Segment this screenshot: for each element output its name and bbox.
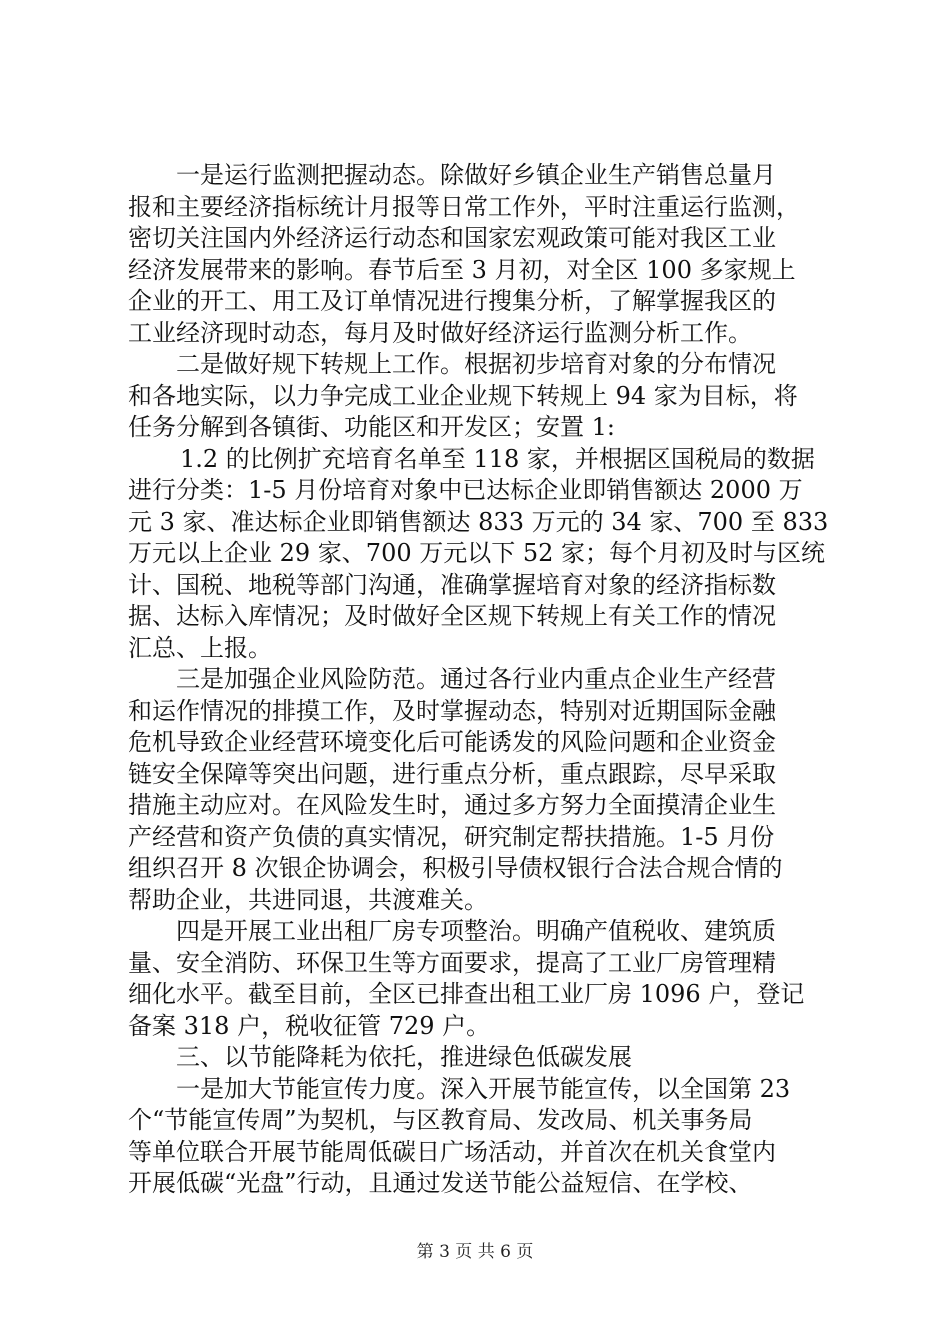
paragraph-line: 细化水平。截至目前，全区已排查出租工业厂房 1096 户，登记 (128, 980, 805, 1008)
paragraph-line: 密切关注国内外经济运行动态和国家宏观政策可能对我区工业 (128, 224, 776, 252)
paragraph-line: 危机导致企业经营环境变化后可能诱发的风险问题和企业资金 (128, 728, 776, 756)
paragraph-line: 产经营和资产负债的真实情况，研究制定帮扶措施。1-5 月份 (128, 822, 775, 851)
paragraph-line: 备案 318 户，税收征管 729 户。 (128, 1011, 491, 1040)
paragraph-line: 1.2 的比例扩充培育名单至 118 家，并根据区国税局的数据 (180, 444, 815, 473)
paragraph-line: 措施主动应对。在风险发生时，通过多方努力全面摸清企业生 (128, 791, 776, 819)
paragraph-line: 一是加大节能宣传力度。深入开展节能宣传，以全国第 23 (176, 1074, 791, 1103)
paragraph-line: 元 3 家、准达标企业即销售额达 833 万元的 34 家、700 至 833 (128, 507, 829, 536)
paragraph-line: 和各地实际，以力争完成工业企业规下转规上 94 家为目标，将 (128, 381, 798, 410)
paragraph-line: 链安全保障等突出问题，进行重点分析，重点跟踪，尽早采取 (128, 759, 776, 788)
paragraph-line: 组织召开 8 次银企协调会，积极引导债权银行合法合规合情的 (128, 854, 783, 882)
paragraph-line: 三是加强企业风险防范。通过各行业内重点企业生产经营 (176, 665, 776, 693)
paragraph-line: 经济发展带来的影响。春节后至 3 月初，对全区 100 多家规上 (128, 255, 796, 284)
paragraph-line: 和运作情况的排摸工作，及时掌握动态，特别对近期国际金融 (128, 696, 776, 725)
paragraph-line: 工业经济现时动态，每月及时做好经济运行监测分析工作。 (128, 318, 752, 347)
paragraph-line: 四是开展工业出租厂房专项整治。明确产值税收、建筑质 (176, 917, 776, 945)
paragraph-line: 一是运行监测把握动态。除做好乡镇企业生产销售总量月 (176, 161, 776, 189)
document-body (128, 160, 840, 1200)
paragraph-line: 汇总、上报。 (128, 633, 272, 662)
paragraph-line: 量、安全消防、环保卫生等方面要求，提高了工业厂房管理精 (128, 948, 776, 977)
paragraph-line: 企业的开工、用工及订单情况进行搜集分析，了解掌握我区的 (128, 287, 776, 315)
paragraph-line: 个“节能宣传周”为契机，与区教育局、发改局、机关事务局 (128, 1106, 753, 1134)
paragraph-line: 进行分类：1-5 月份培育对象中已达标企业即销售额达 2000 万 (128, 476, 803, 504)
section-heading: 三、以节能降耗为依托，推进绿色低碳发展 (176, 1043, 632, 1071)
paragraph-line: 二是做好规下转规上工作。根据初步培育对象的分布情况 (176, 350, 776, 378)
paragraph-line: 万元以上企业 29 家、700 万元以下 52 家；每个月初及时与区统 (128, 539, 826, 567)
paragraph-line: 报和主要经济指标统计月报等日常工作外，平时注重运行监测， (128, 192, 800, 221)
paragraph-line: 计、国税、地税等部门沟通，准确掌握培育对象的经济指标数 (128, 570, 776, 599)
paragraph-line: 帮助企业，共进同退，共渡难关。 (128, 885, 488, 914)
paragraph-line: 任务分解到各镇街、功能区和开发区；安置 1: (128, 413, 615, 441)
paragraph-line: 开展低碳“光盘”行动，且通过发送节能公益短信、在学校、 (128, 1169, 753, 1197)
paragraph-line: 据、达标入库情况；及时做好全区规下转规上有关工作的情况 (128, 602, 776, 630)
paragraph-line: 等单位联合开展节能周低碳日广场活动，并首次在机关食堂内 (128, 1137, 776, 1166)
page-number-footer: 第 3 页 共 6 页 (416, 1242, 534, 1262)
